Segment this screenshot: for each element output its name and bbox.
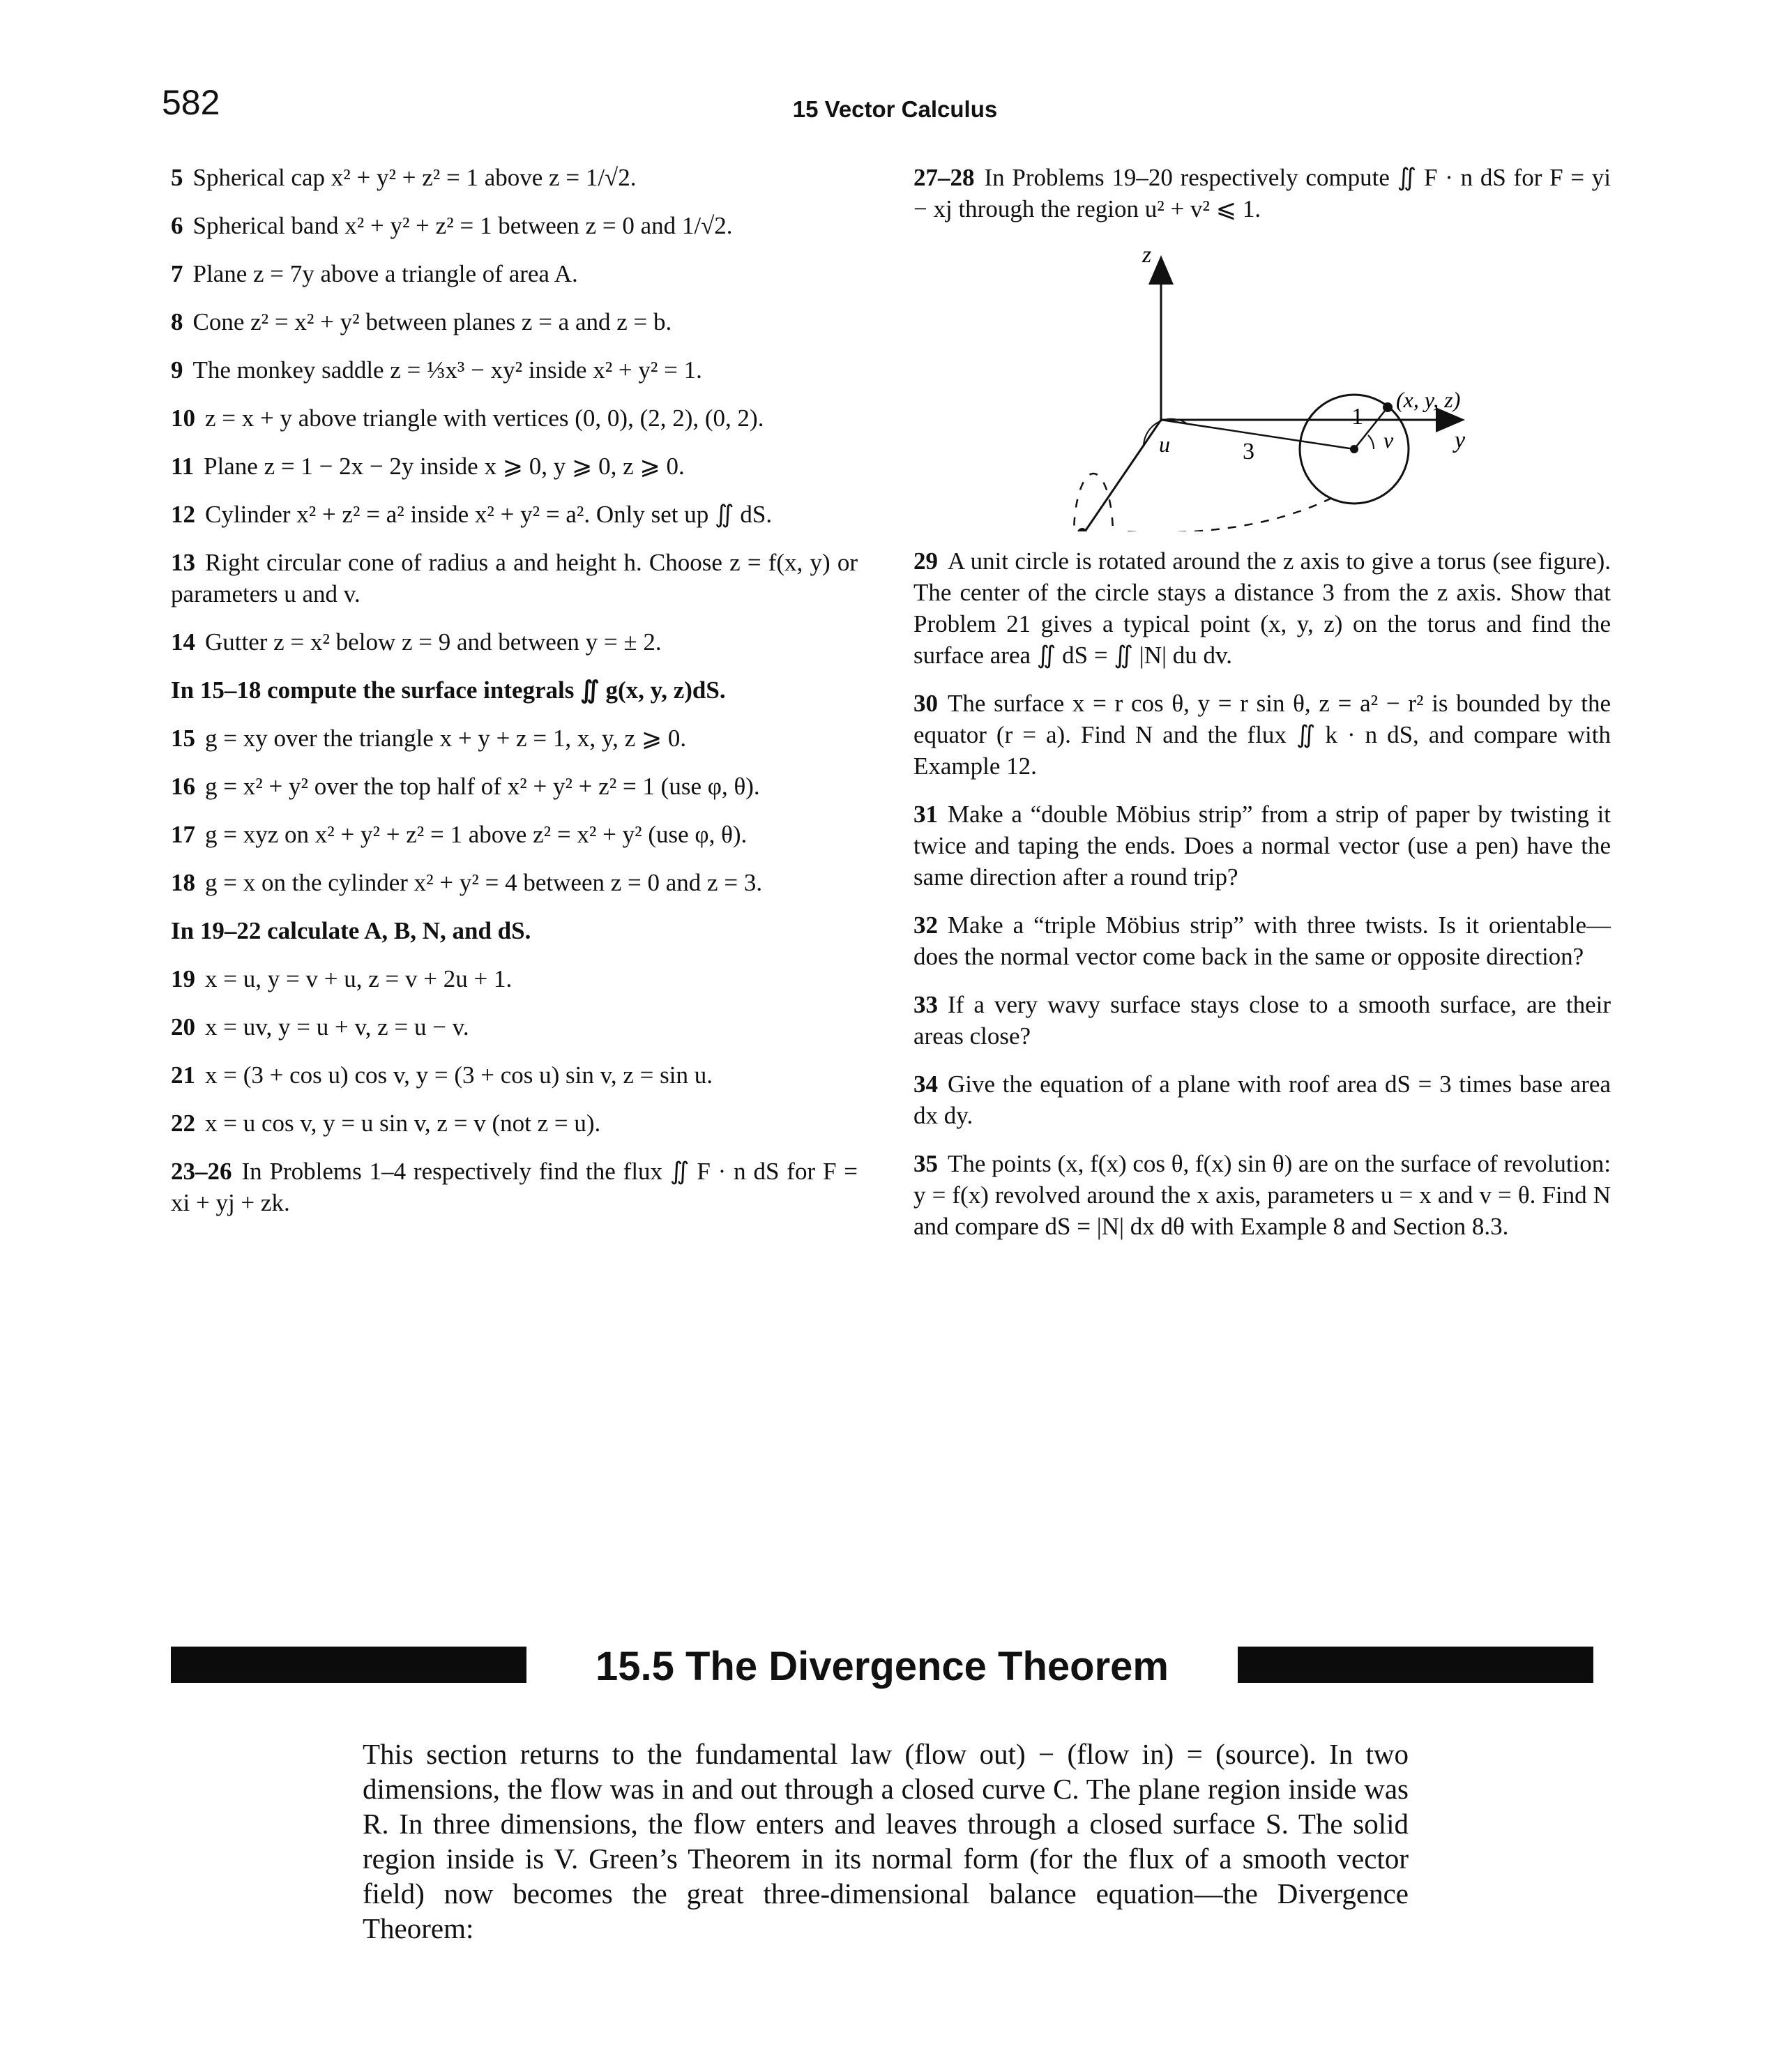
small-dashed-circle: [1074, 474, 1113, 531]
exercise-number: 27–28: [913, 164, 975, 191]
running-title: 15 Vector Calculus: [792, 96, 998, 122]
exercise-number: 16: [171, 773, 195, 800]
exercise: [171, 1156, 858, 1218]
exercise-text: Plane z = 7y above a triangle of area A.: [192, 260, 578, 287]
exercise: [171, 723, 858, 754]
exercise-number: 29: [913, 547, 938, 575]
torus-figure: [913, 239, 1611, 531]
exercise-text: z = x + y above triangle with vertices (0, 0), (2, 2), (0, 2).: [205, 404, 764, 432]
torus-diagram: [913, 239, 1611, 531]
exercise-text: x = u cos v, y = u sin v, z = v (not z = u).: [205, 1110, 601, 1137]
exercise: [913, 799, 1611, 893]
center-dot: [1350, 445, 1358, 453]
exercise-text: Cylinder x² + z² = a² inside x² + y² = a². Only set up ∬ dS.: [205, 501, 773, 528]
exercise-number: 7: [171, 260, 183, 287]
exercise-text: x = uv, y = u + v, z = u − v.: [205, 1013, 469, 1041]
z-label: z: [1142, 242, 1152, 268]
left-column: [171, 162, 858, 1235]
exercise: [171, 626, 858, 658]
exercise-text: g = x on the cylinder x² + y² = 4 between z = 0 and z = 3.: [205, 869, 763, 896]
exercise-text: Gutter z = x² below z = 9 and between y = ± 2.: [205, 628, 662, 656]
point-dot: [1383, 402, 1393, 412]
exercise-text: The surface x = r cos θ, y = r sin θ, z = a² − r² is bounded by the equator (r = a). Find N and the flux ∬ k · n dS, and compare with Example 12.: [913, 690, 1611, 780]
exercise: [171, 499, 858, 530]
exercise-number: 13: [171, 549, 195, 576]
exercise-number: 22: [171, 1110, 195, 1137]
exercise: [171, 402, 858, 434]
exercise: [171, 451, 858, 482]
exercise-number: 8: [171, 308, 183, 335]
exercise-text: The points (x, f(x) cos θ, f(x) sin θ) are on the surface of revolution: y = f(x) revolved around the x axis, parameters u = x and v = θ. Find N and compare dS = |N| dx dθ with Example 8 and Section 8.3.: [913, 1150, 1611, 1240]
exercise-text: Spherical cap x² + y² + z² = 1 above z = 1/√2.: [192, 164, 637, 191]
exercise: [171, 867, 858, 898]
exercise: [913, 909, 1611, 972]
exercise-number: 15: [171, 725, 195, 752]
exercise: [171, 771, 858, 802]
exercise-number: 32: [913, 912, 938, 939]
exercise-number: 20: [171, 1013, 195, 1041]
exercise: [171, 354, 858, 386]
exercise-number: 31: [913, 801, 938, 828]
exercise-number: 21: [171, 1061, 195, 1089]
y-label: y: [1455, 428, 1466, 453]
exercise: [171, 1059, 858, 1091]
section-title: 15.5 The Divergence Theorem: [596, 1644, 1169, 1689]
exercise-text: Spherical band x² + y² + z² = 1 between z = 0 and 1/√2.: [192, 212, 733, 239]
exercise-number: 14: [171, 628, 195, 656]
exercise-number: 23–26: [171, 1158, 232, 1185]
exercise-number: 19: [171, 965, 195, 992]
distance-label: 3: [1243, 439, 1254, 464]
exercise: [913, 1148, 1611, 1242]
exercise-text: The monkey saddle z = ⅓x³ − xy² inside x² + y² = 1.: [192, 356, 702, 384]
header-bar-right: [1238, 1647, 1593, 1683]
angle-v-arc: [1368, 435, 1374, 449]
exercise: [171, 819, 858, 850]
exercise-text: If a very wavy surface stays close to a smooth surface, are their areas close?: [913, 991, 1611, 1050]
exercise-number: 17: [171, 821, 195, 848]
v-label: v: [1383, 428, 1394, 453]
exercise-number: 30: [913, 690, 938, 717]
exercise-text: Make a “triple Möbius strip” with three twists. Is it orientable—does the normal vector come back in the same or opposite direction?: [913, 912, 1611, 970]
left-dot: [1077, 528, 1087, 531]
exercise-number: 33: [913, 991, 938, 1018]
exercise: [171, 258, 858, 289]
exercise-text: x = u, y = v + u, z = v + 2u + 1.: [205, 965, 513, 992]
point-label: (x, y, z): [1396, 387, 1461, 412]
exercise-group-heading: In 15–18 compute the surface integrals ∬ g(x, y, z)dS.: [171, 676, 726, 704]
exercise: [171, 210, 858, 241]
exercise-text: Cone z² = x² + y² between planes z = a and z = b.: [192, 308, 672, 335]
exercise-text: In Problems 1–4 respectively find the flux ∬ F · n dS for F = xi + yj + zk.: [171, 1158, 858, 1216]
exercise-number: 11: [171, 453, 195, 480]
exercise-number: 18: [171, 869, 195, 896]
exercise-number: 5: [171, 164, 183, 191]
section-intro-paragraph: This section returns to the fundamental law (flow out) − (flow in) = (source). In two dimensions, the flow was in and out through a closed curve C. The plane region inside was R. In three dimensions, the flow enters and leaves through a closed surface S. The solid region inside is V. Green’s Theorem in its normal form (for the flux of a smooth vector field) now becomes the great three-dimensional balance equation—the Divergence Theorem:: [363, 1738, 1409, 1944]
exercise-text: g = xy over the triangle x + y + z = 1, x, y, z ⩾ 0.: [205, 725, 687, 752]
exercise: [913, 162, 1611, 225]
exercise: [171, 547, 858, 610]
rotation-path: [1123, 498, 1332, 531]
exercise-text: Make a “double Möbius strip” from a strip of paper by twisting it twice and taping the ends. Does a normal vector (use a pen) have the same direction after a round trip?: [913, 801, 1611, 891]
exercise-text: In Problems 19–20 respectively compute ∬ F · n dS for F = yi − xj through the region u² + v² ⩽ 1.: [913, 164, 1611, 222]
exercise-number: 6: [171, 212, 183, 239]
radius-label: 1: [1351, 404, 1363, 430]
distance-segment: [1161, 420, 1354, 449]
exercise: [171, 162, 858, 193]
page-number: 582: [162, 83, 220, 122]
exercise: [171, 963, 858, 995]
exercise-text: A unit circle is rotated around the z axis to give a torus (see figure). The center of the circle stays a distance 3 from the z axis. Show that Problem 21 gives a typical point (x, y, z) on the torus and find the surface area ∬ dS = ∬ |N| du dv.: [913, 547, 1611, 669]
section-header: [171, 1642, 1593, 1691]
exercise-text: g = xyz on x² + y² + z² = 1 above z² = x² + y² (use φ, θ).: [205, 821, 748, 848]
exercise-number: 12: [171, 501, 195, 528]
exercise-text: g = x² + y² over the top half of x² + y² + z² = 1 (use φ, θ).: [205, 773, 760, 800]
exercise-text: Right circular cone of radius a and height h. Choose z = f(x, y) or parameters u and v.: [171, 549, 858, 607]
exercise-number: 9: [171, 356, 183, 384]
exercise: [913, 1068, 1611, 1131]
u-label: u: [1159, 432, 1170, 457]
exercise: [171, 1107, 858, 1139]
exercise-number: 10: [171, 404, 195, 432]
exercise-number: 35: [913, 1150, 938, 1177]
exercise-text: Give the equation of a plane with roof area dS = 3 times base area dx dy.: [913, 1071, 1611, 1129]
exercise-number: 34: [913, 1071, 938, 1098]
exercise-group-heading: In 19–22 calculate A, B, N, and dS.: [171, 917, 531, 944]
exercise: [913, 545, 1611, 671]
exercise: [913, 688, 1611, 782]
exercise-text: Plane z = 1 − 2x − 2y inside x ⩾ 0, y ⩾ 0, z ⩾ 0.: [204, 453, 685, 480]
exercise: [913, 989, 1611, 1052]
exercise-text: x = (3 + cos u) cos v, y = (3 + cos u) sin v, z = sin u.: [205, 1061, 713, 1089]
header-bar-left: [171, 1647, 526, 1683]
exercise: [171, 1011, 858, 1043]
exercise: [171, 306, 858, 338]
right-column: [913, 162, 1611, 1259]
